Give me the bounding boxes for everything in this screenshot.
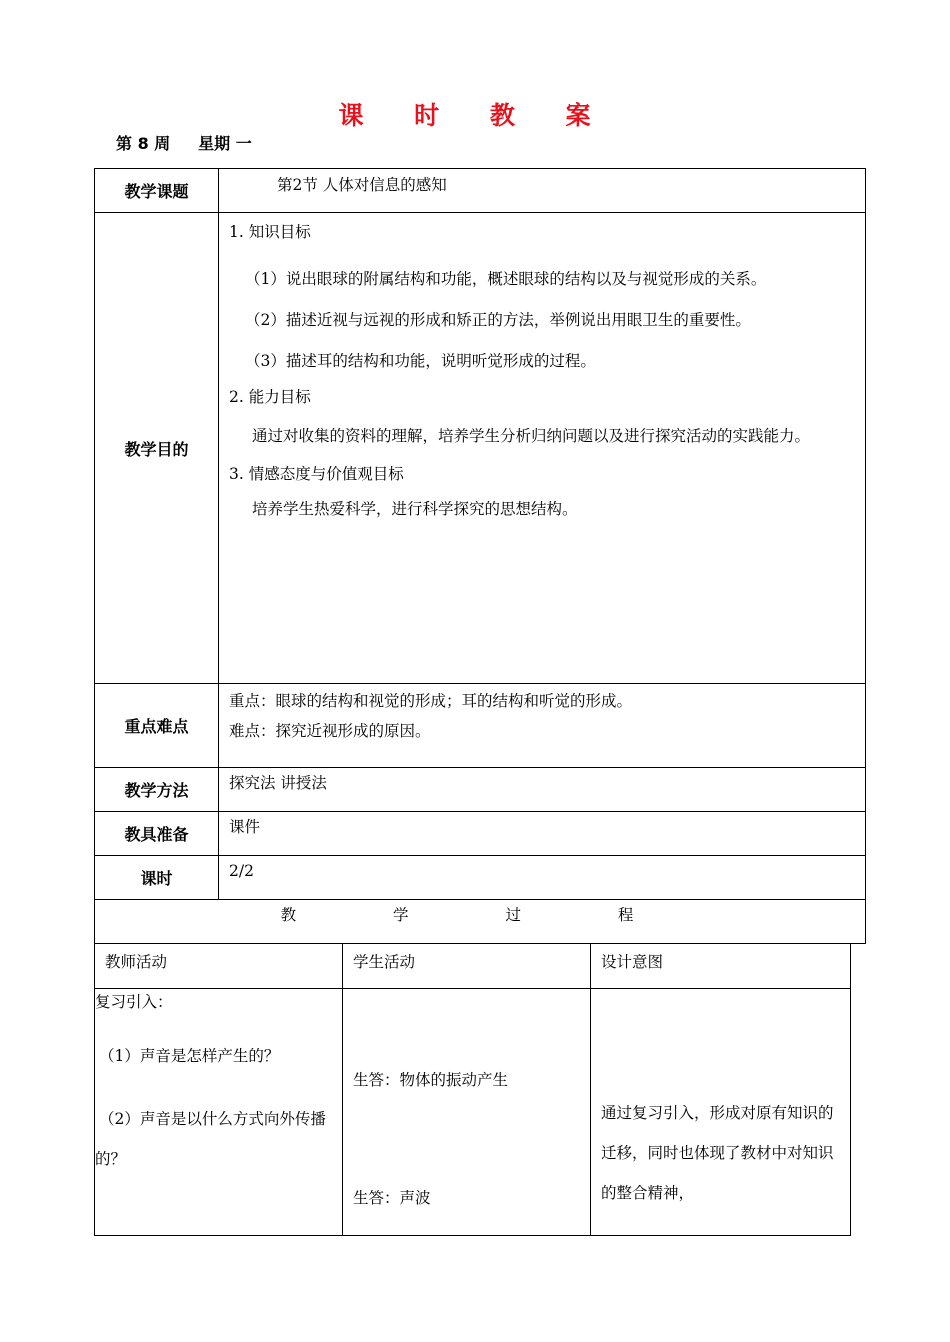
process-title-row xyxy=(95,900,866,944)
goal-emotion-1: 培养学生热爱科学，进行科学探究的思想结构。 xyxy=(252,500,578,518)
key-label: 重点难点 xyxy=(95,684,219,768)
design-intent-text: 通过复习引入，形成对原有知识的迁移，同时也体现了教材中对知识的整合精神， xyxy=(601,1104,834,1202)
design-intent-cell xyxy=(591,989,851,1236)
method-value: 探究法 讲授法 xyxy=(229,774,327,792)
week-line: 第 8 周 星期 一 xyxy=(116,134,252,153)
key-difficulty: 难点：探究近视形成的原因。 xyxy=(229,722,431,740)
goal-knowledge-2: （2）描述近视与远视的形成和矫正的方法，举例说出用眼卫生的重要性。 xyxy=(245,311,751,329)
teacher-activity-cell xyxy=(95,989,343,1236)
process-table xyxy=(94,943,851,1236)
key-row xyxy=(95,684,866,768)
goal-heading-ability: 2. 能力目标 xyxy=(229,388,311,406)
method-cell xyxy=(219,768,866,812)
goal-knowledge-1: （1）说出眼球的附属结构和功能，概述眼球的结构以及与视觉形成的关系。 xyxy=(245,270,767,288)
student-answer-1: 生答：物体的振动产生 xyxy=(353,1071,509,1089)
student-answer-2: 生答：声波 xyxy=(353,1189,431,1207)
key-focus: 重点：眼球的结构和视觉的形成；耳的结构和听觉的形成。 xyxy=(229,692,633,710)
goal-ability-1: 通过对收集的资料的理解，培养学生分析归纳问题以及进行探究活动的实践能力。 xyxy=(252,427,811,445)
teacher-intro: 复习引入： xyxy=(95,993,173,1011)
process-header-row xyxy=(95,944,851,989)
hours-cell xyxy=(219,856,866,900)
process-title-cell xyxy=(95,900,866,944)
page-title: 课 时 教 案 xyxy=(338,101,612,130)
tools-label: 教具准备 xyxy=(95,812,219,856)
process-row xyxy=(95,989,851,1236)
topic-row xyxy=(95,169,866,213)
tools-value: 课件 xyxy=(229,818,261,836)
goal-heading-knowledge: 1. 知识目标 xyxy=(229,223,311,241)
lesson-plan-table xyxy=(94,168,866,944)
method-label: 教学方法 xyxy=(95,768,219,812)
method-row xyxy=(95,768,866,812)
tools-cell xyxy=(219,812,866,856)
col-design-header: 设计意图 xyxy=(591,944,851,989)
goals-cell xyxy=(219,213,866,684)
goals-row xyxy=(95,213,866,684)
goal-heading-emotion: 3. 情感态度与价值观目标 xyxy=(229,465,404,483)
col-student-header: 学生活动 xyxy=(343,944,591,989)
goals-label: 教学目的 xyxy=(95,213,219,684)
topic-cell xyxy=(219,169,866,213)
hours-row xyxy=(95,856,866,900)
goal-knowledge-3: （3）描述耳的结构和功能，说明听觉形成的过程。 xyxy=(245,352,596,370)
topic-label: 教学课题 xyxy=(95,169,219,213)
key-cell xyxy=(219,684,866,768)
process-title: 教 学 过 程 xyxy=(280,906,680,924)
teacher-question-1: （1）声音是怎样产生的？ xyxy=(99,1047,280,1065)
topic-value: 第2节 人体对信息的感知 xyxy=(277,176,447,194)
tools-row xyxy=(95,812,866,856)
student-activity-cell xyxy=(343,989,591,1236)
col-teacher-header: 教师活动 xyxy=(95,944,343,989)
hours-value: 2/2 xyxy=(229,862,254,880)
hours-label: 课时 xyxy=(95,856,219,900)
teacher-question-2: （2）声音是以什么方式向外传播的？ xyxy=(95,1110,326,1168)
